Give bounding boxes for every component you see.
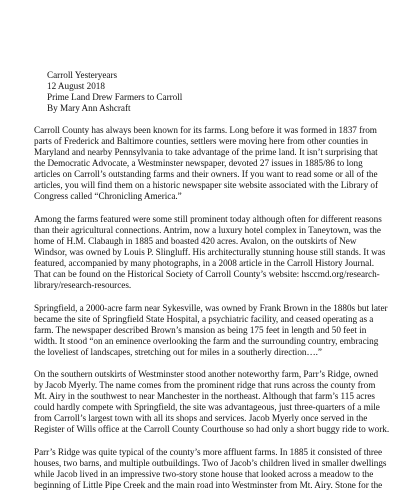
paragraph-3-line-5: the loveliest of landscapes, stretching out for miles in a southerly direction….” (34, 347, 322, 357)
paragraph-2-line-7: library/research-resources. (34, 280, 132, 290)
article-date: 12 August 2018 (47, 81, 105, 91)
paragraph-2-line-4: Windsor, was owned by Louis P. Slingluff. His architecturally stunning house still stands. It was (34, 247, 386, 257)
paragraph-2-line-1: Among the farms featured were some still prominent today although often for different reasons (34, 214, 382, 224)
paragraph-1-line-1: Carroll County has always been known for its farms. Long before it was formed in 1837 from (34, 125, 377, 135)
paragraph-4-line-6: Register of Wills office at the Carroll County Courthouse so had only a short buggy ride to work. (34, 424, 390, 434)
paragraph-1-line-4: the Democratic Advocate, a Westminster newspaper, devoted 27 issues in 1885/86 to long (34, 158, 363, 168)
paragraph-4-line-5: from Carroll’s largest town with all its shops and services. Jacob Myerly once served in the (34, 413, 368, 423)
paragraph-2-line-3: home of H.M. Clabaugh in 1885 and boasted 420 acres. Avalon, on the outskirts of New (34, 236, 357, 246)
paragraph-1-line-6: articles, you will find them on a historic newspaper site website associated with the Library of (34, 180, 379, 190)
paragraph-1-line-3: Maryland and nearby Pennsylvania to take advantage of the prime land. It isn’t surprising that (34, 147, 378, 157)
paragraph-3-line-1: Springfield, a 2000-acre farm near Sykesville, was owned by Frank Brown in the 1880s but later (34, 303, 388, 313)
paragraph-2-line-2: than their agricultural connections. Antrim, now a luxury hotel complex in Taneytown, was the (34, 225, 381, 235)
paragraph-2-line-5: featured, accompanied by many photographs, in a 2008 article in the Carroll History Journal. (34, 258, 375, 268)
paragraph-3-line-4: width. It stood “on an eminence overlooking the farm and the surrounding country, embracing (34, 336, 379, 346)
paragraph-5-line-3: while Jacob lived in an impressive two-story stone house that looked across a meadow to the (34, 469, 374, 479)
paragraph-2-line-6: That can be found on the Historical Society of Carroll County’s website: hsccmd.org/research- (34, 269, 380, 279)
paragraph-1-line-2: parts of Frederick and Baltimore counties, settlers were moving here from other counties in (34, 136, 368, 146)
paragraph-4-line-1: On the southern outskirts of Westminster stood another noteworthy farm, Parr’s Ridge, owned (34, 369, 379, 379)
paragraph-3-line-3: farm. The newspaper described Brown’s mansion as being 175 feet in length and 50 feet in (34, 325, 367, 335)
paragraph-4-line-2: by Jacob Myerly. The name comes from the prominent ridge that runs across the county from (34, 380, 376, 390)
paragraph-4-line-3: Mt. Airy in the southwest to near Manchester in the northeast. Although that farm’s 115 acres (34, 391, 375, 401)
paragraph-3-line-2: became the site of Springfield State Hospital, a psychiatric facility, and ceased operating as a (34, 314, 374, 324)
paragraph-1-line-5: articles on Carroll’s outstanding farms and their owners. If you want to read some or all of the (34, 169, 378, 179)
paragraph-5-line-4: beginning of Little Pipe Creek and the main road into Westminster from Mt. Airy. Stone for the (34, 480, 383, 490)
paragraph-4-line-4: could hardly compete with Springfield, the site was advantageous, just three-quarters of a mile (34, 402, 380, 412)
paragraph-5-line-1: Parr’s Ridge was quite typical of the county’s more affluent farms. In 1885 it consisted of three (34, 447, 383, 457)
article-headline: Prime Land Drew Farmers to Carroll (47, 92, 183, 102)
paragraph-1-line-7: Congress called “Chronicling America.” (34, 191, 182, 201)
paragraph-5-line-2: houses, two barns, and multiple outbuildings. Two of Jacob’s children lived in smaller dwellings (34, 458, 387, 468)
publication-name: Carroll Yesteryears (47, 70, 118, 80)
article-byline: By Mary Ann Ashcraft (47, 103, 131, 113)
